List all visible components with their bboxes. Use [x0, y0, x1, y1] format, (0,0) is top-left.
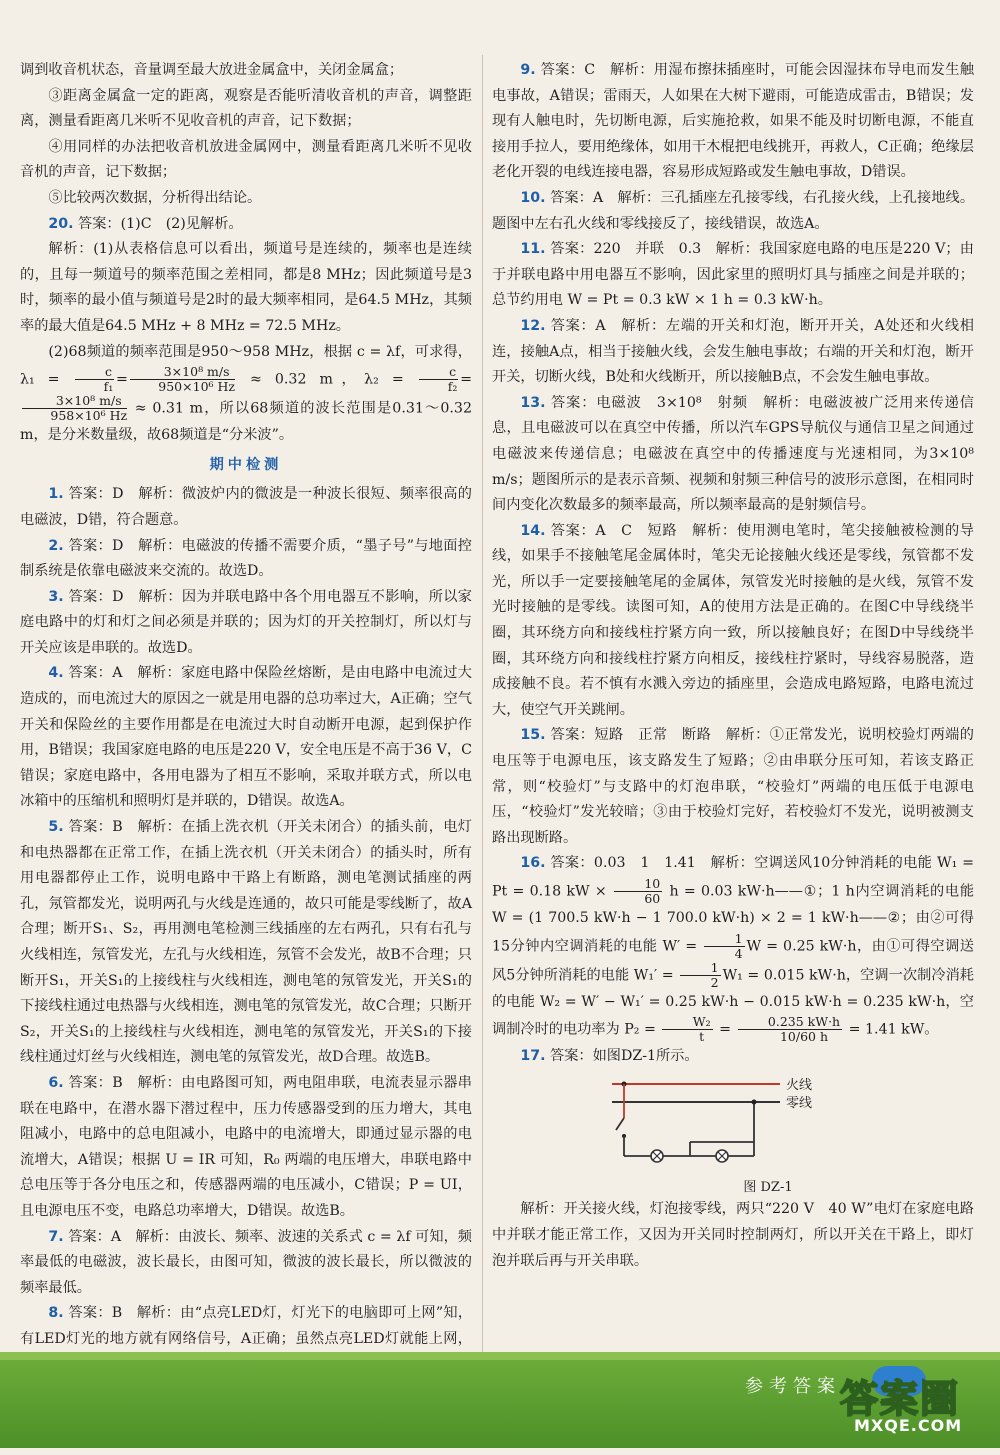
right-column	[492, 58, 974, 1274]
answer-12	[492, 314, 974, 391]
denominator: 60	[644, 891, 661, 906]
text: =	[714, 1021, 736, 1038]
circuit-svg	[602, 1074, 872, 1170]
fraction	[419, 365, 458, 394]
fraction	[130, 365, 235, 394]
numerator: W₂	[662, 1015, 712, 1030]
question-number: 6.	[48, 1074, 64, 1091]
text: W₁ = 0.015 kW·h，空调一次制冷消耗的电能 W₂ = W′ − W₁′ = 0.25 kW·h − 0.015 kW·h = 0.235 kW·h，空调制冷时的电功率为 P₂ =	[492, 967, 974, 1038]
paragraph: ⑤比较两次数据，分析得出结论。	[48, 189, 262, 206]
answer-text: 答案：A 解析：家庭电路中保险丝熔断，是由电路中电流过大造成的，而电流过大的原因之一就是用电器的总功率过大，A正确；空气开关和保险丝的主要作用都是在电流过大时自动断开电源，起到保护作用，B错误；我国家庭电路的电压是220 V，安全电压是不高于36 V，C错误；家庭电路中，各用电器为了相互不影响，采取并联方式，所以电冰箱中的压缩机和照明灯是并联的，D错误。故选A。	[20, 665, 472, 810]
numerator: 0.235 kW·h	[738, 1015, 843, 1030]
question-number: 16.	[520, 855, 546, 872]
answer-17	[492, 1044, 974, 1070]
numerator: c	[419, 365, 458, 380]
denominator: 10/60 h	[779, 1029, 829, 1045]
denominator: 2	[710, 974, 719, 990]
question-number: 15.	[520, 727, 546, 744]
denominator: 4	[734, 945, 743, 961]
paragraph: 调到收音机状态，音量调至最大放进金属盒中，关闭金属盒；	[20, 62, 404, 78]
answer-15	[492, 723, 974, 851]
watermark-logo	[840, 1368, 990, 1444]
question-number: 20.	[48, 215, 74, 232]
question-number: 9.	[520, 62, 536, 78]
footer-band	[0, 1352, 1000, 1360]
question-number: 3.	[48, 588, 64, 605]
figure-caption: 图 DZ-1	[743, 1180, 793, 1196]
text: (2)68频道的频率范围是950～958 MHz，根据 c = λf，可求得，λ₁ =	[20, 343, 472, 388]
answer-text: 答案：D 解析：因为并联电路中各个用电器互不影响，所以家庭电路中的灯和灯之间必须是并联的；因为灯的开关控制灯，所以灯与开关应该是串联的。故选D。	[20, 588, 472, 656]
fraction	[75, 365, 114, 394]
answer-11	[492, 237, 974, 314]
question-number: 2.	[48, 537, 64, 554]
text: W = 0.25 kW·h，由①可得空调送风5分钟所消耗的电能 W₁′ =	[492, 938, 974, 984]
question-number: 13.	[520, 394, 546, 411]
text: 答案：0.03 1 1.41 解析：空调送风10分钟消耗的电能 W₁ = Pt = 0.18 kW ×	[492, 855, 975, 900]
answer-text: 答案：电磁波 3×10⁸ 射频 解析：电磁波被广泛用来传递信息，且电磁波可以在真空中传播，所以汽车GPS导航仪与通信卫星之间通过电磁波来传递信息；电磁波在真空中的传播速度与光速相同，为3×10⁸ m/s；题图所示的是表示音频、视频和射频三种信号的波形示意图，在相同时间内变化次数最多的频率最高，所以频率最高的是射频信号。	[492, 394, 974, 514]
junction-dot	[752, 1099, 757, 1104]
answer-3	[20, 585, 472, 662]
fraction	[704, 932, 744, 961]
answer-text: 答案：B 解析：由“点亮LED灯，灯光下的电脑即可上网”知，有LED灯光的地方就有网络信号，A正确；虽然点亮LED灯就能上网，	[20, 1305, 473, 1347]
answer-4	[20, 661, 472, 815]
watermark-url: MXQE.COM	[854, 1416, 963, 1435]
numerator: 3×10⁸ m/s	[22, 394, 127, 409]
denominator: t	[699, 1029, 705, 1045]
numerator: 10	[614, 877, 662, 892]
question-number: 10.	[520, 189, 546, 206]
question-number: 8.	[48, 1305, 64, 1322]
question-number: 4.	[48, 665, 64, 682]
fraction	[738, 1015, 843, 1044]
text: h = 0.03 kW·h——①；1 h内空调消耗的电能 W = (1 700.5 kW·h − 1 700.0 kW·h) × 2 = 1 kW·h——②；由②可得15分钟内空调消耗的电能 W′ =	[492, 883, 975, 955]
answer-14	[492, 519, 974, 724]
numerator: 3×10⁸ m/s	[130, 365, 235, 380]
numerator: c	[75, 365, 114, 380]
answer-text: 答案：如图DZ-1所示。	[550, 1048, 699, 1065]
answer-9	[492, 58, 974, 186]
answer-text: 答案：A 解析：左端的开关和灯泡，断开开关，A处还和火线相连，接触A点，相当于接触火线，会发生触电事故；右端的开关和灯泡，断开开关，切断火线，B处和火线断开，所以接触B点，不会发生触电事故。	[492, 317, 974, 386]
left-column	[20, 58, 472, 1455]
fraction	[22, 394, 127, 423]
question-number: 14.	[520, 522, 546, 539]
denominator: f₁	[103, 379, 114, 395]
answer-text: 答案：A C 短路 解析：使用测电笔时，笔尖接触被检测的导线，如果手不接触笔尾金属体时，笔尖无论接触火线还是零线，氖管都不发光，所以手一定要接触笔尾的金属体，氖管发光时接触的是火线，氖管不发光时接触的是零线。读图可知，A的使用方法是正确的。在图C中导线绕半圈，其环绕方向和接线柱拧紧方向一致，所以接触良好；在图D中导线绕半圈，其环绕方向和接线柱拧紧方向相反，接线柱拧紧时，导线容易脱落，造成接触不良。若不慎有水溅入旁边的插座里，会造成电路短路，电路电流过大，使空气开关跳闸。	[492, 522, 974, 718]
answer-text: 答案：D 解析：电磁波的传播不需要介质，“墨子号”与地面控制系统是依靠电磁波来交流的。故选D。	[20, 537, 472, 580]
fraction	[614, 877, 662, 906]
text: ≈ 0.32 m，λ₂ =	[237, 371, 417, 388]
watermark-text: 答案圈	[840, 1377, 961, 1421]
answer-6	[20, 1071, 472, 1225]
explanation-17: 解析：开关接火线，灯泡接零线，两只“220 V 40 W”电灯在家庭电路中并联才能正常工作，又因为开关同时控制两灯，所以开关在干路上，即灯泡并联后再与开关串联。	[492, 1201, 974, 1269]
numerator: 1	[704, 932, 744, 947]
denominator: 950×10⁶ Hz	[158, 379, 235, 395]
answer-16	[492, 851, 974, 1044]
fraction	[680, 961, 720, 990]
answer-13	[492, 391, 974, 519]
neutral-wire-label: 零线	[786, 1095, 813, 1111]
answer-text: 答案：B 解析：由电路图可知，两电阻串联，电流表显示器串联在电路中，在潜水器下潜过程中，压力传感器受到的压力增大，其电阻减小，电路中的总电阻减小，电路中的电流增大，即通过显示器的电流增大，A错误；根据 U = IR 可知，R₀ 两端的电压增大，串联电路中总电压等于各分电压之和，传感器两端的电压减小，C错误；P = UI，且电源电压不变，电路总功率增大，D错误。故选B。	[20, 1074, 472, 1219]
explanation-20-part2: (2)68频道的频率范围是950～958 MHz，根据 c = λf，可求得，λ₁ = $\frac{c}{\text{f₁}}$ = $\frac{\text{3×10⁸ m/s}}{\text{950×10⁶ Hz}}$ ≈ 0.32 m，λ₂ = $\frac{c}{\text{f₂}}$ = $\frac{\text{3×10⁸ m/s}}{\text{958×10⁶ Hz}}$ ≈ 0.31 m，所以68频道的波长范围是0.31～0.32 m，是分米数量级，故68频道是“分米波”。	[20, 343, 473, 444]
question-number: 11.	[520, 241, 546, 258]
answer-text: 答案：A 解析：三孔插座左孔接零线，右孔接火线，上孔接地线。题图中左右孔火线和零线接反了，接线错误，故选A。	[492, 189, 975, 232]
paragraph: ③距离金属盒一定的距离，观察是否能听清收音机的声音，调整距离，测量看距离几米听不见收音机的声音，记下数据；	[20, 87, 472, 130]
answer-text: 答案：220 并联 0.3 解析：我国家庭电路的电压是220 V；由于并联电路中用电器互不影响，因此家里的照明灯具与插座之间是并联的；总节约用电 W = Pt = 0.3 kW × 1 h = 0.3 kW·h。	[492, 241, 974, 309]
answer-text: 答案：B 解析：在插上洗衣机（开关未闭合）的插头前，电灯和电热器都在正常工作，在插上洗衣机（开关未闭合）的插头时，所有用电器都停止工作，说明电路中干路上有断路，测电笔测试插座的两孔，氖管都发光，说明两孔与火线是连通的，故只可能是零线断了，故A合理；断开S₁、S₂，再用测电笔检测三线插座的左右两孔，只有右孔与火线相连，氖管发光，左孔与火线相连，氖管不会发光，故B不合理；只断开S₁，开关S₁的上接线柱与火线相连，测电笔的氖管发光，开关S₁的下接线柱通过电热器与火线相连，测电笔的氖管发光，故C合理；只断开S₂，开关S₁的上接线柱与火线相连，测电笔的氖管发光，开关S₁的下接线柱通过灯丝与火线相连，测电笔的氖管发光，故D合理。故选B。	[20, 819, 472, 1066]
circuit-diagram	[602, 1074, 974, 1198]
answer-20	[20, 212, 472, 238]
question-number: 5.	[48, 819, 64, 836]
answer-1	[20, 482, 472, 533]
fraction	[662, 1015, 712, 1044]
column-divider	[482, 55, 483, 1355]
text: ≈ 0.31 m，所以68频道的波长范围是0.31～0.32 m，是分米数量级，故68频道是“分米波”。	[20, 400, 472, 444]
text: = 1.41 kW。	[844, 1021, 939, 1038]
section-title: 期中检测	[209, 456, 283, 473]
question-number: 1.	[48, 486, 64, 503]
denominator: f₂	[447, 379, 458, 395]
answer-text: 答案：(1)C (2)见解析。	[78, 215, 243, 232]
answer-5	[20, 815, 472, 1071]
question-number: 17.	[520, 1048, 546, 1065]
footer-label: 参考答案	[745, 1376, 841, 1397]
explanation-20-part1: 解析：(1)从表格信息可以看出，频道号是连续的，频率也是连续的，且每一频道号的频率范围之差相同，都是8 MHz；因此频道号是3时，频率的最小值与频道号是2时的最大频率相同，是64.5 MHz，其频率的最大值是64.5 MHz + 8 MHz = 72.5 MHz。	[20, 241, 472, 334]
paragraph: ④用同样的办法把收音机放进金属网中，测量看距离几米听不见收音机的声音，记下数据；	[20, 138, 472, 181]
question-number: 7.	[48, 1228, 64, 1245]
answer-10	[492, 186, 974, 237]
answer-7	[20, 1225, 472, 1302]
live-wire-label: 火线	[786, 1077, 813, 1093]
answer-text: 答案：D 解析：微波炉内的微波是一种波长很短、频率很高的电磁波，D错，符合题意。	[20, 486, 472, 528]
answer-text: 答案：A 解析：由波长、频率、波速的关系式 c = λf 可知，频率最低的电磁波，波长最长，由图可知，微波的波长最长，所以微波的频率最低。	[20, 1228, 472, 1296]
answer-2	[20, 534, 472, 585]
answer-text: 答案：短路 正常 断路 解析：①正常发光，说明校验灯两端的电压等于电源电压，该支路发生了短路；②由串联分压可知，若该支路正常，则“校验灯”与支路中的灯泡串联，“校验灯”两端的电压低于电源电压，“校验灯”发光较暗；③由于校验灯完好，若校验灯不发光，说明被测支路出现断路。	[492, 727, 974, 846]
answer-text: 答案：C 解析：用湿布擦抹插座时，可能会因湿抹布导电而发生触电事故，A错误；雷雨天，人如果在大树下避雨，可能造成雷击，B错误；发现有人触电时，先切断电源，后实施抢救，如果不能及时切断电源，不能直接用手拉人，要用绝缘体，如用干木棍把电线挑开，再救人，C正确；绝缘层老化开裂的电线连接电器，容易形成短路或发生触电事故，D错误。	[492, 62, 975, 181]
denominator: 958×10⁶ Hz	[50, 408, 128, 424]
numerator: 1	[680, 961, 720, 976]
question-number: 12.	[520, 317, 546, 334]
switch-icon	[616, 1118, 624, 1130]
